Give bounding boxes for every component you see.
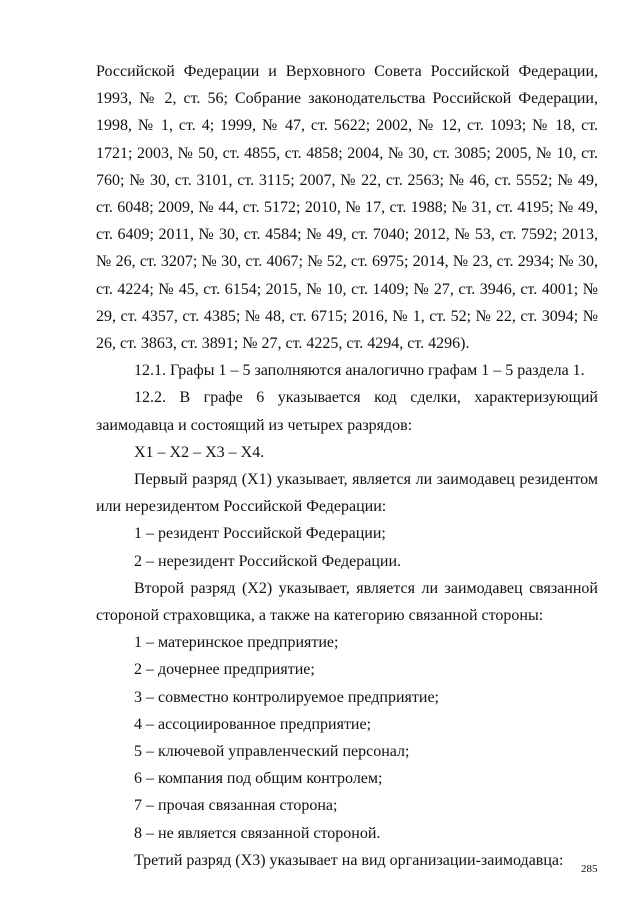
x2-option: 6 – компания под общим контролем; (134, 770, 383, 788)
x2-option: 7 – прочая связанная сторона; (134, 797, 338, 815)
x2-option: 4 – ассоциированное предприятие; (134, 715, 372, 733)
x2-option: 8 – не является связанной стороной. (134, 824, 381, 842)
x3-intro: Третий разряд (X3) указывает на вид организации-заимодавца: (134, 851, 564, 869)
paragraph-12-1: 12.1. Графы 1 – 5 заполняются аналогично графам 1 – 5 раздела 1. (134, 362, 585, 380)
document-body (96, 58, 598, 874)
x1-intro: Первый разряд (X1) указывает, является ли заимодавец резидентом или нерезидентом Российской Федерации: (96, 471, 598, 516)
code-format: X1 – X2 – X3 – X4. (134, 443, 265, 461)
x1-option: 1 – резидент Российской Федерации; (134, 525, 386, 543)
page-number: 285 (581, 863, 598, 875)
x2-option: 1 – материнское предприятие; (134, 634, 339, 652)
continuation-paragraph: Российской Федерации и Верховного Совета Российской Федерации, 1993, № 2, ст. 56; Собрание законодательства Российской Федерации, 1998, № 1, ст. 4; 1999, № 47, ст. 5622; 2002, № 12, ст. 1093; № 18, ст. 1721; 2003, № 50, ст. 4855, ст. 4858; 2004, № 30, ст. 3085; 2005, № 10, ст. 760; № 30, ст. 3101, ст. 3115; 2007, № 22, ст. 2563; № 46, ст. 5552; № 49, ст. 6048; 2009, № 44, ст. 5172; 2010, № 17, ст. 1988; № 31, ст. 4195; № 49, ст. 6409; 2011, № 30, ст. 4584; № 49, ст. 7040; 2012, № 53, ст. 7592; 2013, № 26, ст. 3207; № 30, ст. 4067; № 52, ст. 6975; 2014, № 23, ст. 2934; № 30, ст. 4224; № 45, ст. 6154; 2015, № 10, ст. 1409; № 27, ст. 3946, ст. 4001; № 29, ст. 4357, ст. 4385; № 48, ст. 6715; 2016, № 1, ст. 52; № 22, ст. 3094; № 26, ст. 3863, ст. 3891; № 27, ст. 4225, ст. 4294, ст. 4296). (96, 63, 598, 353)
x2-intro: Второй разряд (X2) указывает, является ли заимодавец связанной стороной страховщика, а также на категорию связанной стороны: (96, 579, 598, 625)
x2-option: 5 – ключевой управленческий персонал; (134, 743, 410, 761)
x1-option: 2 – нерезидент Российской Федерации. (134, 552, 402, 570)
x2-option: 3 – совместно контролируемое предприятие; (134, 688, 439, 706)
x2-option: 2 – дочернее предприятие; (134, 661, 315, 679)
paragraph-12-2: 12.2. В графе 6 указывается код сделки, характеризующий заимодавца и состоящий из четырех разрядов: (96, 389, 598, 434)
